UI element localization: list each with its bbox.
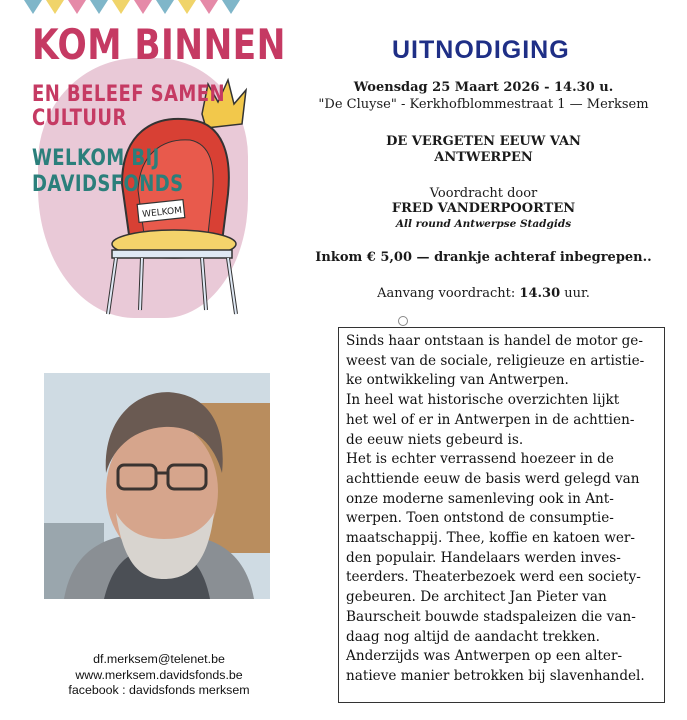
- lecture-subject-line-2: ANTWERPEN: [434, 150, 533, 165]
- contact-email[interactable]: df.merksem@telenet.be: [93, 652, 225, 666]
- lecture-intro: Voordracht door: [429, 186, 538, 201]
- start-label: Aanvang voordracht:: [377, 286, 520, 301]
- poster-line-3: CULTUUR: [32, 106, 127, 131]
- scan-mark: [398, 316, 408, 326]
- start-suffix: uur.: [560, 286, 590, 301]
- poster-line-2: EN BELEEF SAMEN: [32, 82, 226, 107]
- lecture-subject: [280, 134, 687, 166]
- speaker-name: FRED VANDERPOORTEN: [391, 201, 576, 216]
- description-text: Sinds haar ontstaan is handel de motor ge- weest van de sociale, religieuze en artistie- ke ontwikkeling van Antwerpen. In heel wat historische overzichten lijkt het wel of er in Antwerpen in de achttien- de eeuw niets gebeurd is. Het is echter verrassend hoezeer in de achttiende eeuw de basis werd gelegd van onze moderne samenleving ook in Ant- werpen. Toen ontstond de consumptie- maatschappij. Thee, koffie en katoen wer- den populair. Handelaars werden inves- teerders. Theaterbezoek werd een society- gebeuren. De architect Jan Pieter van Baurscheit bouwde stadspaleizen die van- daag nog altijd de aandacht trekken. Anderzijds was Antwerpen op een alter- natieve manier betrokken bij slavenhandel.: [346, 333, 645, 684]
- start-time: [280, 286, 687, 301]
- poster-line-5: DAVIDSFONDS: [32, 172, 184, 197]
- poster-headline: KOM BINNEN: [32, 20, 286, 69]
- lecture-subject-line-1: DE VERGETEN EEUW VAN: [386, 134, 581, 149]
- speaker-portrait: [44, 373, 270, 599]
- poster-line-4: WELKOM BIJ: [32, 146, 160, 171]
- invitation-title: UITNODIGING: [392, 36, 570, 64]
- bunting-decoration: [24, 0, 254, 18]
- contact-facebook[interactable]: facebook : davidsfonds merksem: [68, 683, 250, 697]
- contact-website[interactable]: www.merksem.davidsfonds.be: [75, 667, 243, 682]
- entrance-fee: Inkom € 5,00 — drankje achteraf inbegrepen..: [315, 250, 652, 265]
- event-date-time: Woensdag 25 Maart 2026 - 14.30 u.: [353, 80, 614, 95]
- event-venue: "De Cluyse" - Kerkhofblommestraat 1 — Merksem: [318, 97, 649, 112]
- speaker-role: All round Antwerpse Stadgids: [395, 218, 572, 230]
- poster-image: [24, 0, 286, 318]
- chair-sign-text: WELKOM: [141, 205, 183, 220]
- description-box: [338, 327, 665, 703]
- portrait-drawing: [44, 373, 270, 599]
- start-time-value: 14.30: [519, 286, 561, 301]
- contact-info: [24, 652, 294, 699]
